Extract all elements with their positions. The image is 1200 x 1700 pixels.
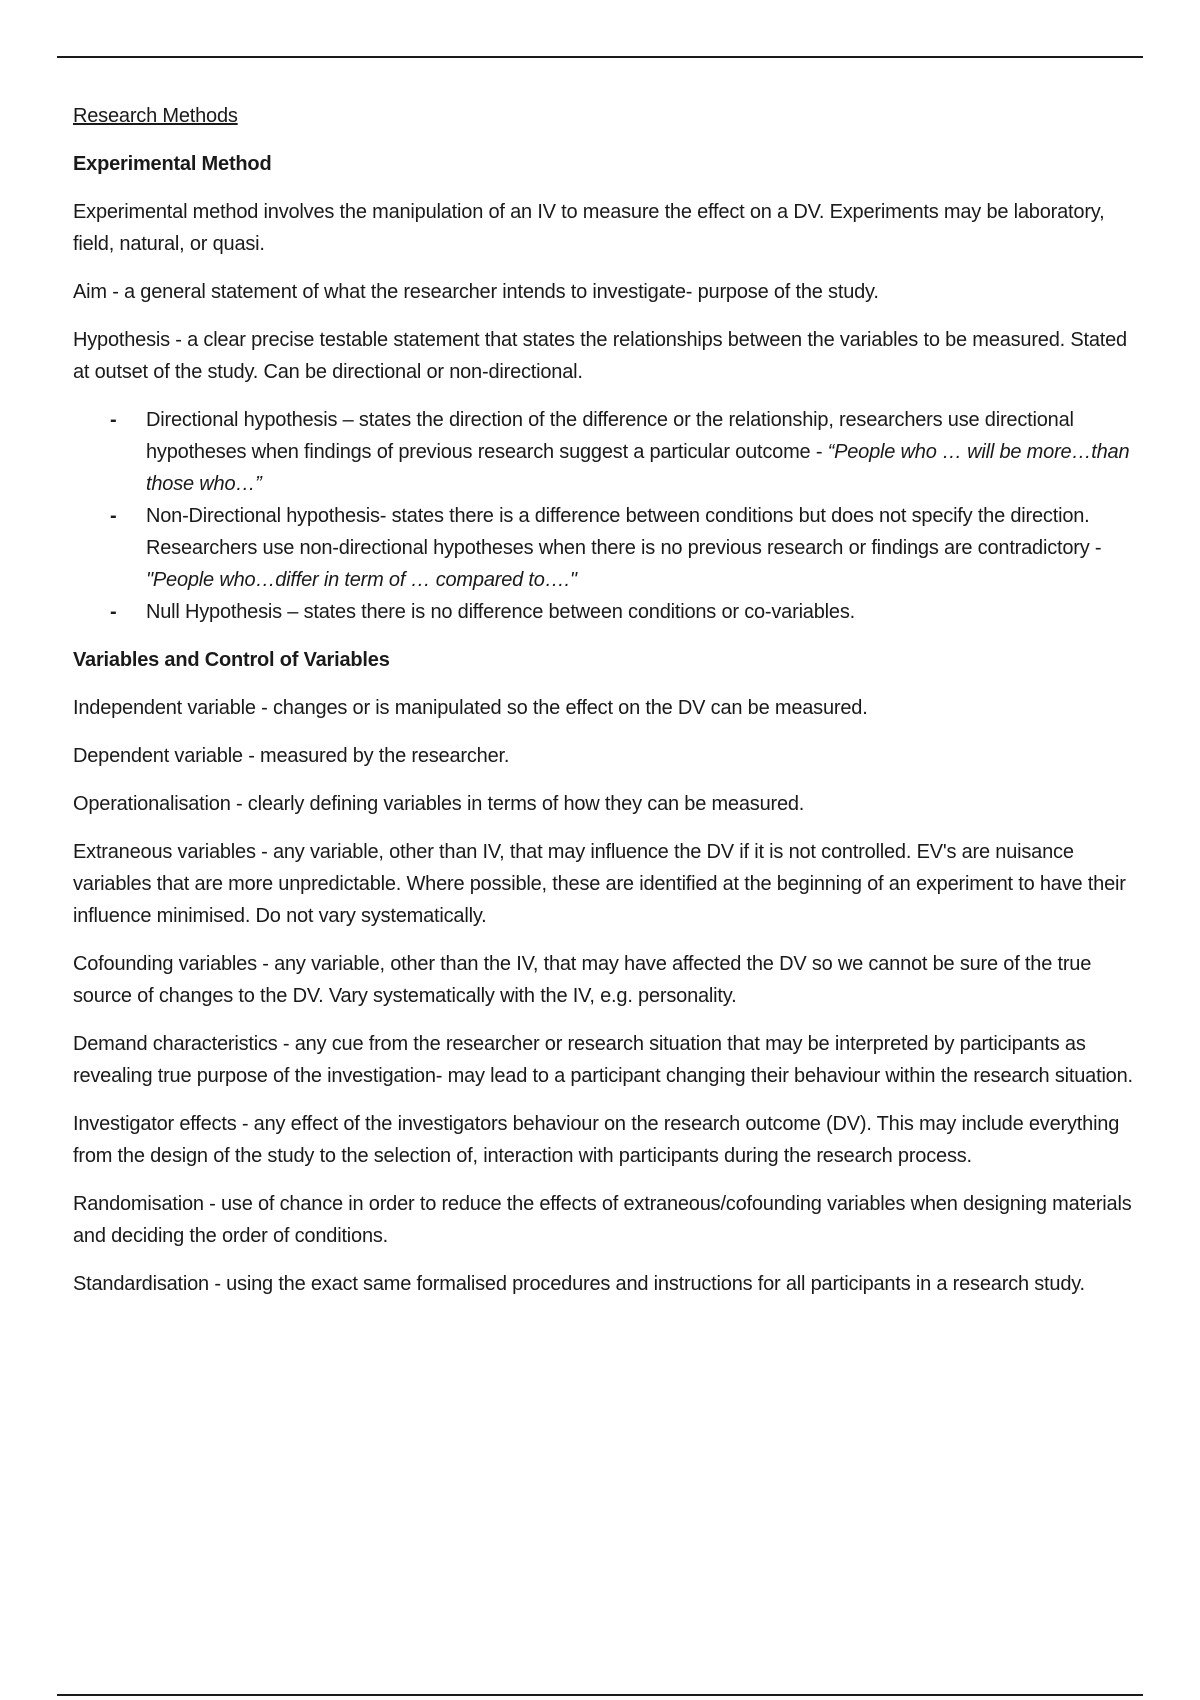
bullet-text: Directional hypothesis – states the direction of the difference or the relationship, researchers use directional hypotheses when findings of previous research suggest a particular outcome -: [146, 409, 1074, 463]
paragraph-hypothesis: Hypothesis - a clear precise testable statement that states the relationships between the variables to be measured. Stated at outset of the study. Can be directional or non-directional.: [73, 329, 1127, 383]
paragraph-randomisation: Randomisation - use of chance in order to reduce the effects of extraneous/cofounding variables when designing materials and deciding the order of conditions.: [73, 1193, 1132, 1247]
bullet-text: Non-Directional hypothesis- states there is a difference between conditions but does not specify the direction. Researchers use non-directional hypotheses when there is no previous research or findings are contradictory -: [146, 505, 1102, 559]
paragraph-operationalisation: Operationalisation - clearly defining variables in terms of how they can be measured.: [73, 793, 805, 815]
bullet-null-hypothesis: [110, 596, 1133, 628]
paragraph-extraneous-variables: Extraneous variables - any variable, other than IV, that may influence the DV if it is not controlled. EV's are nuisance variables that are more unpredictable. Where possible, these are identified at the beginning of an experiment to have their influence minimised. Do not vary systematically.: [73, 841, 1126, 927]
top-rule: [57, 56, 1143, 58]
bullet-quote: "People who…differ in term of … compared to….": [146, 569, 577, 591]
bullet-text: Null Hypothesis – states there is no difference between conditions or co-variables.: [146, 601, 855, 623]
document-title: Research Methods: [73, 105, 238, 127]
paragraph-experimental-intro: Experimental method involves the manipulation of an IV to measure the effect on a DV. Experiments may be laboratory, field, natural, or quasi.: [73, 201, 1105, 255]
document-body: [73, 100, 1133, 1316]
paragraph-dependent-variable: Dependent variable - measured by the researcher.: [73, 745, 510, 767]
bullet-quote: “People who … will be more…than those who…”: [146, 441, 1130, 495]
bullet-dash-icon: -: [110, 409, 117, 431]
section-heading-variables: Variables and Control of Variables: [73, 649, 390, 671]
bullet-directional-hypothesis: [110, 404, 1133, 500]
hypothesis-bullet-list: [73, 404, 1133, 628]
paragraph-cofounding-variables: Cofounding variables - any variable, other than the IV, that may have affected the DV so we cannot be sure of the true source of changes to the DV. Vary systematically with the IV, e.g. personality.: [73, 953, 1092, 1007]
paragraph-investigator-effects: Investigator effects - any effect of the investigators behaviour on the research outcome (DV). This may include everything from the design of the study to the selection of, interaction with participants during the research process.: [73, 1113, 1120, 1167]
section-heading-experimental-method: Experimental Method: [73, 153, 272, 175]
bullet-non-directional-hypothesis: [110, 500, 1133, 596]
bottom-rule: [57, 1694, 1143, 1696]
paragraph-standardisation: Standardisation - using the exact same formalised procedures and instructions for all participants in a research study.: [73, 1273, 1085, 1295]
paragraph-demand-characteristics: Demand characteristics - any cue from the researcher or research situation that may be interpreted by participants as revealing true purpose of the investigation- may lead to a participant changing their behaviour within the research situation.: [73, 1033, 1133, 1087]
paragraph-aim: Aim - a general statement of what the researcher intends to investigate- purpose of the study.: [73, 281, 879, 303]
paragraph-independent-variable: Independent variable - changes or is manipulated so the effect on the DV can be measured.: [73, 697, 868, 719]
bullet-dash-icon: -: [110, 601, 117, 623]
bullet-dash-icon: -: [110, 505, 117, 527]
